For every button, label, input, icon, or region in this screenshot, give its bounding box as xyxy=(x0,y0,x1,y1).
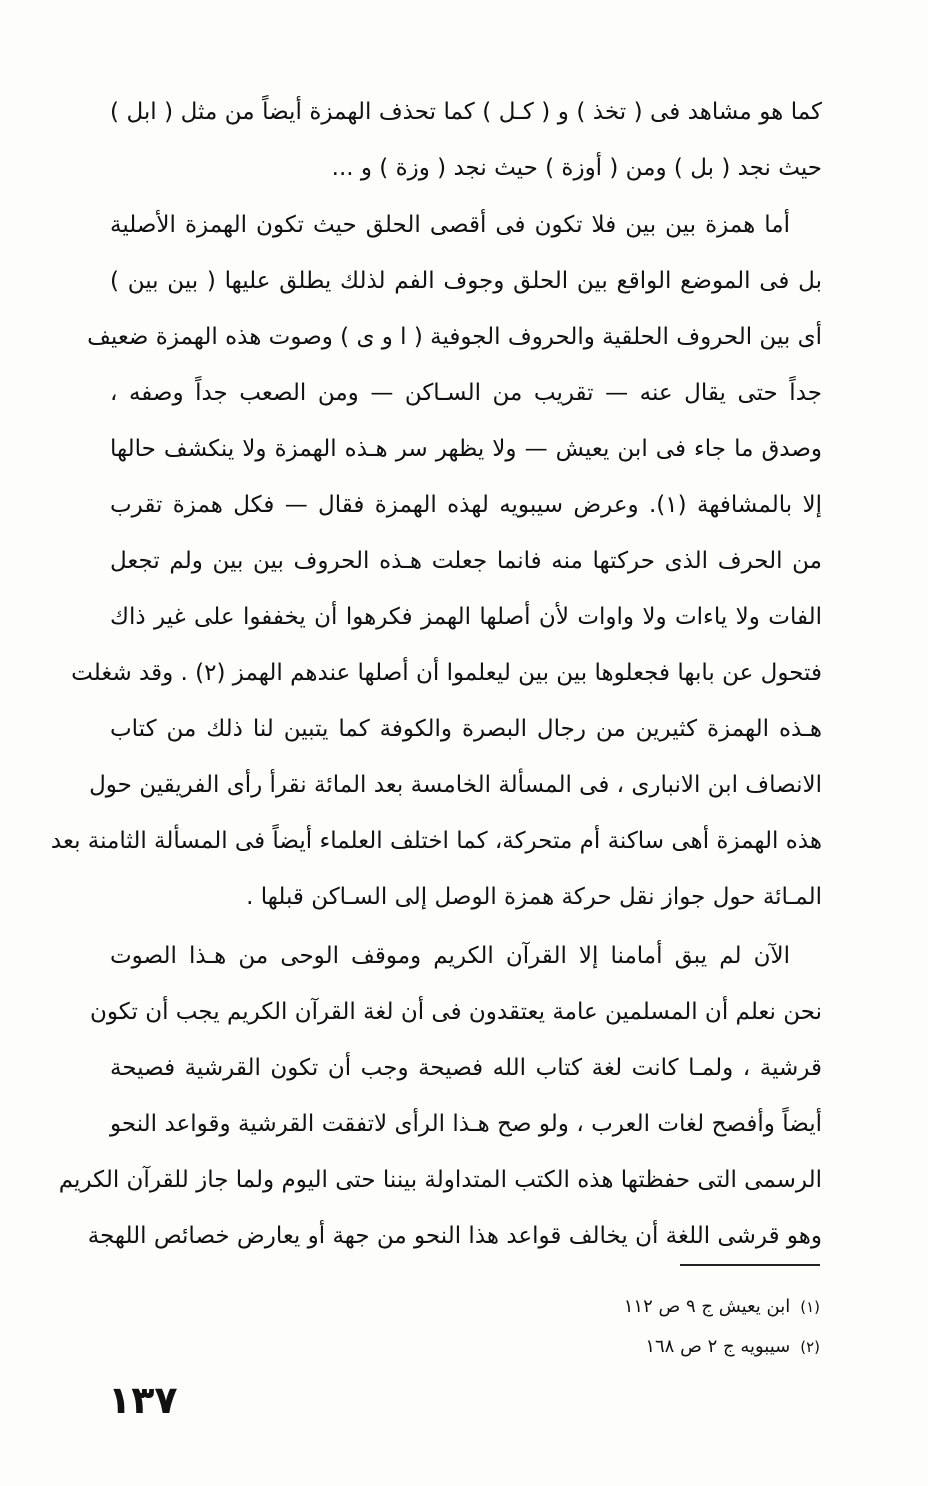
text-line: من الحرف الذى حركتها منه فانما جعلت هـذه الحروف بين بين ولم تجعل xyxy=(110,548,822,574)
text-line: وصدق ما جاء فى ابن يعيش — ولا يظهر سر هـذه الهمزة ولا ينكشف حالها xyxy=(110,436,822,462)
text-line: حيث نجد ( بل ) ومن ( أوزة ) حيث نجد ( وزة ) و ... xyxy=(331,155,822,181)
text-line: أى بين الحروف الحلقية والحروف الجوفية ( ا و ى ) وصوت هذه الهمزة ضعيف xyxy=(87,324,822,350)
footnote xyxy=(624,1290,820,1324)
footnote-text: سيبويه ج ٢ ص ١٦٨ xyxy=(645,1336,791,1357)
text-line: قرشية ، ولمـا كانت لغة كتاب الله فصيحة وجب أن تكون القرشية فصيحة xyxy=(110,1055,822,1081)
footnote-number: (١) xyxy=(800,1298,820,1316)
footnote-text: ابن يعيش ج ٩ ص ١١٢ xyxy=(623,1296,791,1317)
page-number: ١٣٧ xyxy=(108,1378,178,1422)
text-line: بل فى الموضع الواقع بين الحلق وجوف الفم لذلك يطلق عليها ( بين بين ) xyxy=(110,268,822,294)
text-line: أيضاً وأفصح لغات العرب ، ولو صح هـذا الرأى لاتفقت القرشية وقواعد النحو xyxy=(110,1111,822,1137)
footnote-number: (٢) xyxy=(800,1338,820,1356)
text-line: نحن نعلم أن المسلمين عامة يعتقدون فى أن لغة القرآن الكريم يجب أن تكون xyxy=(90,999,822,1025)
text-line: الفات ولا ياءات ولا واوات لأن أصلها الهمز فكرهوا أن يخففوا على غير ذاك xyxy=(110,604,822,630)
text-line: فتحول عن بابها فجعلوها بين بين ليعلموا أن أصلها عندهم الهمز (٢) . وقد شغلت xyxy=(71,660,822,686)
footnote xyxy=(645,1330,820,1364)
text-line: الرسمى التى حفظتها هذه الكتب المتداولة بيننا حتى اليوم ولما جاز للقرآن الكريم xyxy=(58,1167,822,1193)
text-line: المـائة حول جواز نقل حركة همزة الوصل إلى السـاكن قبلها . xyxy=(246,884,822,910)
text-line: الآن لم يبق أمامنا إلا القرآن الكريم وموقف الوحى من هـذا الصوت xyxy=(110,943,790,969)
text-line: إلا بالمشافهة (١). وعرض سيبويه لهذه الهمزة فقال — فكل همزة تقرب xyxy=(110,492,822,518)
footnote-divider xyxy=(680,1264,820,1266)
text-line: وهو قرشى اللغة أن يخالف قواعد هذا النحو من جهة أو يعارض خصائص اللهجة xyxy=(87,1223,822,1249)
text-line: الانصاف ابن الانبارى ، فى المسألة الخامسة بعد المائة نقرأ رأى الفريقين حول xyxy=(89,772,822,798)
text-line: كما هو مشاهد فى ( تخذ ) و ( كـل ) كما تحذف الهمزة أيضاً من مثل ( ابل ) xyxy=(110,99,822,125)
text-line: أما همزة بين بين فلا تكون فى أقصى الحلق حيث تكون الهمزة الأصلية xyxy=(110,212,790,238)
text-line: هذه الهمزة أهى ساكنة أم متحركة، كما اختلف العلماء أيضاً فى المسألة الثامنة بعد xyxy=(50,828,822,854)
text-line: جداً حتى يقال عنه — تقريب من السـاكن — ومن الصعب جداً وصفه ، xyxy=(110,380,822,406)
text-line: هـذه الهمزة كثيرين من رجال البصرة والكوفة كما يتبين لنا ذلك من كتاب xyxy=(110,716,822,742)
